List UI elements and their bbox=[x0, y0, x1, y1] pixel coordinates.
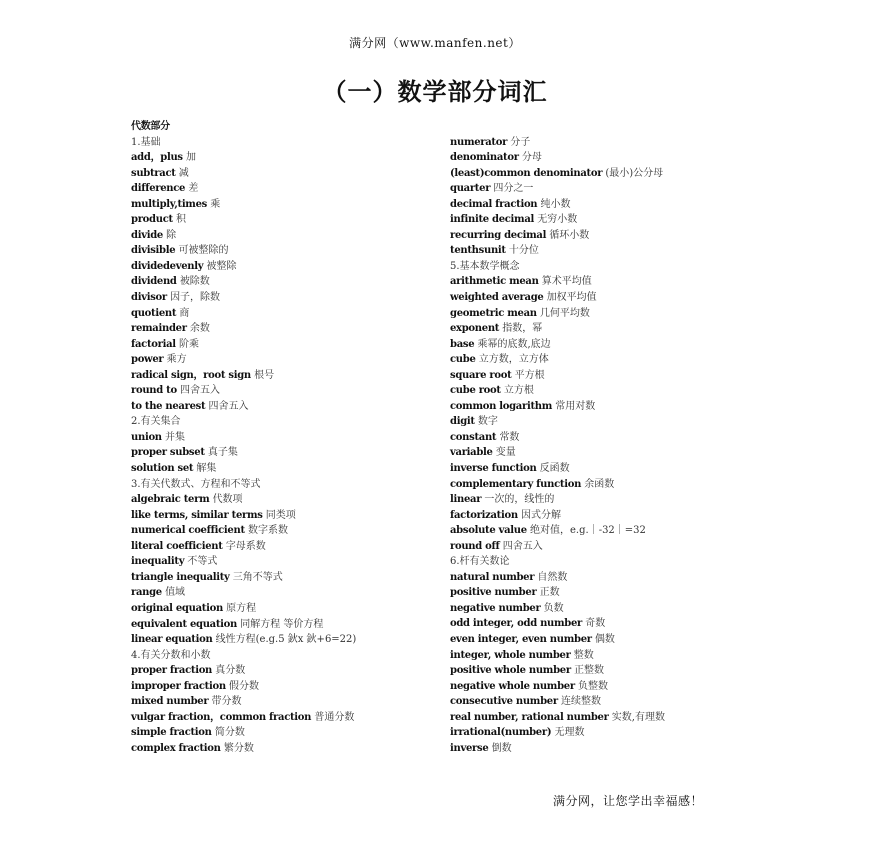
english-term: square root bbox=[450, 369, 512, 381]
chinese-translation: 原方程 bbox=[226, 602, 257, 614]
vocab-entry bbox=[131, 523, 451, 539]
vocab-entry bbox=[450, 290, 750, 306]
chinese-translation: 四舍五入 bbox=[208, 400, 249, 412]
chinese-translation: 十分位 bbox=[508, 245, 539, 257]
chinese-translation: 除 bbox=[166, 229, 177, 241]
english-term: factorial bbox=[131, 338, 176, 350]
vocab-entry bbox=[450, 539, 750, 555]
chinese-translation: 反函数 bbox=[539, 462, 570, 474]
chinese-translation: 数字系数 bbox=[247, 525, 288, 537]
english-term: tenthsunit bbox=[450, 245, 506, 257]
english-term: power bbox=[131, 354, 164, 366]
chinese-translation: 1.基础 bbox=[131, 136, 161, 148]
chinese-translation: 简分数 bbox=[214, 727, 245, 739]
english-term: literal coefficient bbox=[131, 540, 223, 552]
chinese-translation: 偶数 bbox=[594, 634, 615, 645]
english-term: infinite decimal bbox=[450, 214, 535, 226]
chinese-translation: 算术平均值 bbox=[541, 276, 592, 288]
vocab-entry bbox=[131, 741, 451, 757]
english-term: mixed number bbox=[131, 696, 209, 708]
chinese-translation: 自然数 bbox=[537, 571, 568, 583]
vocab-entry bbox=[450, 585, 750, 601]
vocab-entry bbox=[450, 461, 750, 477]
chinese-translation: 假分数 bbox=[229, 680, 259, 692]
chinese-translation: 四舍五入 bbox=[180, 385, 221, 397]
page-footer: 满分网，让您学出幸福感！ bbox=[553, 794, 704, 808]
chinese-translation: 根号 bbox=[254, 369, 275, 381]
english-term: divisible bbox=[131, 245, 176, 257]
english-term: (least)common denominator bbox=[450, 167, 603, 179]
vocab-entry bbox=[450, 399, 750, 415]
chinese-translation: 四分之一 bbox=[493, 183, 534, 195]
vocab-entry bbox=[131, 430, 451, 446]
vocab-entry bbox=[450, 430, 750, 446]
chinese-translation: 分母 bbox=[521, 152, 542, 164]
vocab-entry bbox=[131, 259, 451, 275]
chinese-translation: 不等式 bbox=[187, 556, 218, 568]
vocab-entry bbox=[450, 212, 750, 228]
chinese-translation: 加权平均值 bbox=[546, 291, 597, 303]
vocab-entry bbox=[450, 197, 750, 213]
chinese-translation: 解集 bbox=[196, 463, 217, 475]
english-term: complex fraction bbox=[131, 742, 221, 754]
vocab-entry bbox=[131, 539, 451, 555]
vocab-entry bbox=[131, 725, 451, 741]
english-term: proper fraction bbox=[131, 665, 213, 677]
chinese-translation: 乘幂的底数,底边 bbox=[477, 338, 551, 350]
vocab-entry bbox=[450, 663, 750, 679]
chinese-translation: 整数 bbox=[573, 649, 594, 661]
subsection-heading bbox=[131, 648, 451, 664]
english-term: difference bbox=[131, 183, 186, 195]
english-term: round to bbox=[131, 385, 177, 397]
english-term: numerator bbox=[450, 136, 508, 148]
subsection-heading bbox=[131, 414, 451, 430]
chinese-translation: 普通分数 bbox=[314, 711, 355, 723]
english-term: equivalent equation bbox=[131, 618, 238, 630]
vocab-entry bbox=[131, 337, 451, 353]
english-term: arithmetic mean bbox=[450, 276, 539, 288]
english-term: numerical coefficient bbox=[131, 525, 245, 537]
english-term: dividedevenly bbox=[131, 260, 204, 272]
subsection-heading bbox=[450, 554, 750, 570]
english-term: proper subset bbox=[131, 447, 205, 459]
vocab-entry bbox=[450, 166, 750, 182]
english-term: cube root bbox=[450, 385, 501, 397]
chinese-translation: 正整数 bbox=[574, 665, 604, 677]
vocab-entry bbox=[131, 290, 451, 306]
vocab-entry bbox=[131, 166, 451, 182]
chinese-translation: 无理数 bbox=[554, 727, 585, 739]
english-term: absolute value bbox=[450, 525, 527, 537]
chinese-translation: 6.杆有关数论 bbox=[450, 556, 510, 568]
english-term: inverse bbox=[450, 742, 489, 754]
vocab-entry bbox=[131, 399, 451, 415]
vocab-entry bbox=[450, 523, 750, 539]
english-term: multiply,times bbox=[131, 198, 207, 210]
vocab-entry bbox=[450, 321, 750, 337]
page-header: 满分网（www.manfen.net） bbox=[349, 36, 521, 50]
chinese-translation: 2.有关集合 bbox=[131, 416, 181, 428]
vocab-entry bbox=[131, 197, 451, 213]
english-term: triangle inequality bbox=[131, 571, 230, 583]
chinese-translation: 奇数 bbox=[585, 618, 606, 630]
page-title: （一）数学部分词汇 bbox=[322, 77, 548, 106]
chinese-translation: 真分数 bbox=[215, 665, 246, 677]
vocab-entry bbox=[450, 150, 750, 166]
chinese-translation: 减 bbox=[178, 167, 189, 179]
chinese-translation: 三角不等式 bbox=[232, 571, 283, 583]
english-term: decimal fraction bbox=[450, 198, 538, 210]
vocab-entry bbox=[450, 352, 750, 368]
chinese-translation: 并集 bbox=[164, 431, 185, 443]
vocab-entry bbox=[450, 243, 750, 259]
chinese-translation: 余函数 bbox=[584, 478, 615, 490]
english-term: 代数部分 bbox=[131, 121, 170, 132]
english-term: negative number bbox=[450, 602, 541, 614]
chinese-translation: 平方根 bbox=[514, 369, 545, 381]
chinese-translation: 4.有关分数和小数 bbox=[131, 649, 211, 661]
chinese-translation: 立方根 bbox=[503, 385, 534, 397]
chinese-translation: 指数，幂 bbox=[502, 323, 543, 335]
vocab-entry bbox=[450, 648, 750, 664]
english-term: denominator bbox=[450, 152, 519, 164]
vocab-entry bbox=[131, 601, 451, 617]
english-term: radical sign，root sign bbox=[131, 369, 251, 381]
english-term: geometric mean bbox=[450, 307, 537, 319]
vocab-entry bbox=[131, 554, 451, 570]
vocab-entry bbox=[450, 632, 750, 648]
vocab-entry bbox=[131, 243, 451, 259]
english-term: product bbox=[131, 214, 173, 226]
english-term: quotient bbox=[131, 307, 177, 319]
vocab-entry bbox=[450, 679, 750, 695]
vocab-entry bbox=[450, 228, 750, 244]
english-term: positive whole number bbox=[450, 665, 571, 677]
vocab-entry bbox=[450, 492, 750, 508]
vocab-entry bbox=[450, 710, 750, 726]
english-term: algebraic term bbox=[131, 494, 210, 506]
english-term: real number, rational number bbox=[450, 711, 609, 723]
english-term: digit bbox=[450, 416, 475, 428]
chinese-translation: 几何平均数 bbox=[539, 307, 590, 319]
english-term: exponent bbox=[450, 323, 500, 335]
vocab-entry bbox=[450, 741, 750, 757]
chinese-translation: 余数 bbox=[189, 323, 210, 335]
vocab-entry bbox=[131, 212, 451, 228]
english-term: common logarithm bbox=[450, 400, 553, 412]
chinese-translation: 四舍五入 bbox=[502, 540, 543, 552]
english-term: vulgar fraction，common fraction bbox=[131, 711, 312, 723]
vocab-entry bbox=[131, 694, 451, 710]
vocab-entry bbox=[450, 337, 750, 353]
vocab-entry bbox=[131, 710, 451, 726]
chinese-translation: 5.基本数学概念 bbox=[450, 260, 520, 272]
section-heading bbox=[131, 119, 451, 135]
english-term: quarter bbox=[450, 183, 491, 195]
vocab-entry bbox=[131, 150, 451, 166]
chinese-translation: 常数 bbox=[499, 431, 520, 443]
vocab-entry bbox=[131, 492, 451, 508]
english-term: remainder bbox=[131, 323, 187, 335]
chinese-translation: 商 bbox=[179, 307, 190, 319]
chinese-translation: 同解方程 等价方程 bbox=[240, 618, 324, 630]
vocab-entry bbox=[131, 274, 451, 290]
english-term: original equation bbox=[131, 602, 223, 614]
chinese-translation: 值域 bbox=[165, 587, 186, 599]
chinese-translation: (最小)公分母 bbox=[605, 167, 664, 179]
chinese-translation: 3.有关代数式、方程和不等式 bbox=[131, 478, 261, 490]
vocab-entry bbox=[131, 570, 451, 586]
chinese-translation: 数字 bbox=[477, 416, 498, 428]
english-term: consecutive number bbox=[450, 696, 558, 708]
chinese-translation: 乘 bbox=[210, 198, 221, 210]
vocab-entry bbox=[131, 352, 451, 368]
chinese-translation: 可被整除的 bbox=[178, 245, 229, 257]
subsection-heading bbox=[131, 135, 451, 151]
chinese-translation: 立方数，立方体 bbox=[478, 354, 549, 366]
english-term: divide bbox=[131, 229, 163, 241]
chinese-translation: 因子，除数 bbox=[170, 292, 221, 304]
chinese-translation: 倒数 bbox=[491, 742, 512, 754]
vocab-entry bbox=[131, 508, 451, 524]
vocab-entry bbox=[450, 306, 750, 322]
english-term: improper fraction bbox=[131, 680, 226, 692]
english-term: positive number bbox=[450, 587, 537, 599]
vocab-entry bbox=[131, 321, 451, 337]
chinese-translation: 繁分数 bbox=[223, 742, 254, 754]
chinese-translation: 分子 bbox=[510, 136, 531, 148]
chinese-translation: 乘方 bbox=[166, 354, 187, 366]
chinese-translation: 负数 bbox=[543, 602, 564, 614]
english-term: linear equation bbox=[131, 634, 213, 646]
english-term: irrational(number) bbox=[450, 727, 552, 739]
vocab-entry bbox=[450, 694, 750, 710]
vocab-entry bbox=[131, 679, 451, 695]
vocab-entry bbox=[450, 508, 750, 524]
chinese-translation: 因式分解 bbox=[521, 509, 562, 521]
chinese-translation: 代数项 bbox=[212, 494, 243, 506]
chinese-translation: 实数,有理数 bbox=[611, 711, 665, 723]
right-column bbox=[450, 135, 750, 757]
english-term: like terms, similar terms bbox=[131, 509, 263, 521]
vocab-entry bbox=[450, 616, 750, 632]
vocab-entry bbox=[450, 445, 750, 461]
chinese-translation: 真子集 bbox=[207, 447, 238, 459]
chinese-translation: 阶乘 bbox=[179, 338, 199, 350]
english-term: inequality bbox=[131, 556, 185, 568]
subsection-heading bbox=[131, 477, 451, 493]
english-term: to the nearest bbox=[131, 400, 206, 412]
vocab-entry bbox=[131, 663, 451, 679]
vocab-entry bbox=[450, 135, 750, 151]
vocab-entry bbox=[131, 306, 451, 322]
english-term: even integer, even number bbox=[450, 634, 592, 645]
english-term: subtract bbox=[131, 167, 176, 179]
english-term: negative whole number bbox=[450, 680, 575, 692]
chinese-translation: 差 bbox=[188, 183, 199, 195]
english-term: integer, whole number bbox=[450, 649, 571, 661]
chinese-translation: 带分数 bbox=[211, 696, 242, 708]
english-term: range bbox=[131, 587, 162, 599]
chinese-translation: 负整数 bbox=[578, 680, 609, 692]
vocab-entry bbox=[450, 383, 750, 399]
english-term: inverse function bbox=[450, 462, 537, 474]
chinese-translation: 同类项 bbox=[265, 509, 296, 521]
chinese-translation: 被除数 bbox=[179, 276, 210, 288]
vocab-entry bbox=[131, 383, 451, 399]
vocab-entry bbox=[450, 274, 750, 290]
vocab-entry bbox=[450, 181, 750, 197]
chinese-translation: 连续整数 bbox=[561, 696, 601, 708]
chinese-translation: 被整除 bbox=[206, 260, 237, 272]
vocab-entry bbox=[131, 461, 451, 477]
vocab-entry bbox=[131, 632, 451, 648]
vocab-entry bbox=[131, 181, 451, 197]
english-term: factorization bbox=[450, 509, 518, 521]
english-term: base bbox=[450, 338, 475, 350]
english-term: dividend bbox=[131, 276, 177, 288]
chinese-translation: 无穷小数 bbox=[537, 214, 578, 226]
vocab-entry bbox=[450, 368, 750, 384]
english-term: natural number bbox=[450, 571, 535, 583]
chinese-translation: 纯小数 bbox=[540, 198, 571, 210]
english-term: variable bbox=[450, 447, 493, 459]
english-term: constant bbox=[450, 431, 497, 443]
vocab-entry bbox=[450, 477, 750, 493]
english-term: round off bbox=[450, 540, 500, 552]
subsection-heading bbox=[450, 259, 750, 275]
chinese-translation: 字母系数 bbox=[225, 540, 266, 552]
vocab-entry bbox=[131, 617, 451, 633]
english-term: recurring decimal bbox=[450, 229, 547, 241]
vocab-entry bbox=[450, 601, 750, 617]
chinese-translation: 积 bbox=[176, 214, 186, 226]
chinese-translation: 线性方程(e.g.5 鈥x 鈥+6=22) bbox=[215, 634, 357, 646]
english-term: odd integer, odd number bbox=[450, 618, 583, 630]
vocab-entry bbox=[450, 725, 750, 741]
vocab-entry bbox=[131, 585, 451, 601]
left-column bbox=[131, 119, 451, 756]
vocab-entry bbox=[131, 368, 451, 384]
english-term: divisor bbox=[131, 292, 167, 304]
english-term: weighted average bbox=[450, 291, 544, 303]
english-term: cube bbox=[450, 354, 476, 366]
english-term: linear bbox=[450, 494, 482, 506]
chinese-translation: 变量 bbox=[495, 447, 516, 459]
vocab-entry bbox=[131, 228, 451, 244]
chinese-translation: 循环小数 bbox=[549, 229, 590, 241]
chinese-translation: 一次的，线性的 bbox=[484, 494, 555, 506]
chinese-translation: 加 bbox=[185, 152, 196, 164]
english-term: simple fraction bbox=[131, 727, 212, 739]
english-term: complementary function bbox=[450, 478, 582, 490]
english-term: union bbox=[131, 431, 162, 443]
vocab-entry bbox=[450, 570, 750, 586]
chinese-translation: 绝对值，e.g.｜-32｜=32 bbox=[530, 525, 646, 537]
chinese-translation: 常用对数 bbox=[555, 400, 596, 412]
english-term: solution set bbox=[131, 463, 194, 475]
english-term: add，plus bbox=[131, 152, 183, 164]
chinese-translation: 正数 bbox=[539, 587, 560, 599]
vocab-entry bbox=[450, 414, 750, 430]
vocab-entry bbox=[131, 445, 451, 461]
